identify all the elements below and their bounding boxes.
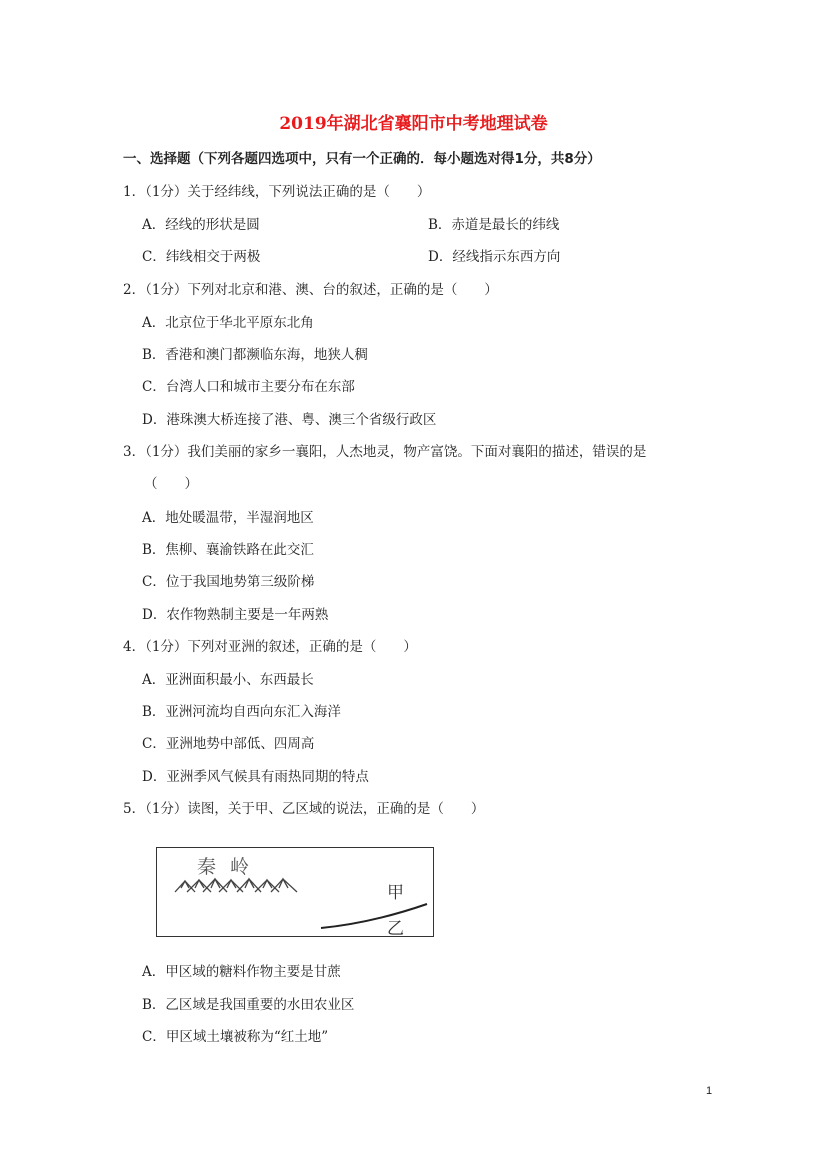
question-3-stem-continued: （ ） [144, 476, 198, 492]
question-4-option-a: A．亚洲面积最小、东西最长 [142, 672, 314, 688]
question-1-option-a: A．经线的形状是圆 [142, 217, 260, 233]
question-5-option-a: A．甲区域的糖料作物主要是甘蔗 [142, 964, 341, 980]
question-1-stem: 1．（1分）关于经纬线，下列说法正确的是（ ） [123, 184, 431, 200]
question-3-option-a: A．地处暖温带，半湿润地区 [142, 510, 314, 526]
question-2-option-b: B．香港和澳门都濒临东海，地狭人稠 [142, 347, 368, 363]
section-heading: 一、选择题（下列各题四选项中，只有一个正确的．每小题选对得1分，共8分） [123, 151, 601, 167]
question-4-stem: 4．（1分）下列对亚洲的叙述，正确的是（ ） [123, 639, 417, 655]
question-4-option-d: D．亚洲季风气候具有雨热同期的特点 [142, 769, 369, 785]
page-number: 1 [706, 1085, 713, 1097]
region-yi-label: 乙 [387, 919, 404, 939]
question-4-option-b: B．亚洲河流均自西向东汇入海洋 [142, 704, 341, 720]
question-1-option-c: C．纬线相交于两极 [142, 249, 261, 265]
question-3-stem: 3．（1分）我们美丽的家乡一襄阳，人杰地灵，物产富饶。下面对襄阳的描述，错误的是 [123, 444, 647, 460]
question-1-option-b: B．赤道是最长的纬线 [428, 217, 560, 233]
question-1-option-d: D．经线指示东西方向 [428, 249, 561, 265]
page-title: 2019年湖北省襄阳市中考地理试卷 [279, 114, 548, 134]
question-3-option-b: B．焦柳、襄渝铁路在此交汇 [142, 542, 314, 558]
question-5-stem: 5．（1分）读图，关于甲、乙区域的说法，正确的是（ ） [123, 801, 485, 817]
region-jia-label: 甲 [387, 883, 404, 903]
question-3-option-d: D．农作物熟制主要是一年两熟 [142, 607, 329, 623]
question-3-option-c: C．位于我国地势第三级阶梯 [142, 574, 315, 590]
qinling-map-figure [156, 847, 434, 937]
question-2-option-c: C．台湾人口和城市主要分布在东部 [142, 379, 355, 395]
qinling-label: 秦 岭 [197, 856, 254, 878]
question-2-option-a: A．北京位于华北平原东北角 [142, 315, 314, 331]
question-4-option-c: C．亚洲地势中部低、四周高 [142, 736, 315, 752]
question-2-stem: 2．（1分）下列对北京和港、澳、台的叙述，正确的是（ ） [123, 282, 498, 298]
question-5-option-c: C．甲区域土壤被称为“红土地” [142, 1029, 329, 1045]
question-2-option-d: D．港珠澳大桥连接了港、粤、澳三个省级行政区 [142, 412, 437, 428]
question-5-option-b: B．乙区域是我国重要的水田农业区 [142, 997, 355, 1013]
